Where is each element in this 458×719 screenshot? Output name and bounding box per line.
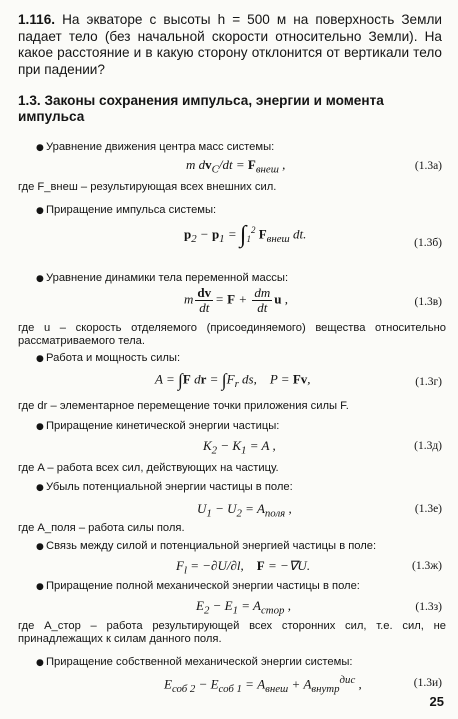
bullet: ● [36, 542, 44, 552]
item-label: Приращение импульса системы: [46, 204, 217, 216]
note: где A – работа всех сил, действующих на частицу. [18, 462, 279, 474]
eqno: (1.3д) [414, 440, 442, 452]
bullet: ● [36, 422, 44, 432]
problem-text: На экваторе с высоты h = 500 м на поверхность Земли падает тело (без начальной скорости относительно Земли). На какое расстояние и в какую сторону отклонится от вертикали тело при падении? [18, 12, 442, 77]
item-label: Приращение собственной механической энергии системы: [46, 656, 353, 668]
note: где A_поля – работа силы поля. [18, 522, 185, 534]
problem-number: 1.116. [18, 12, 56, 27]
formula-1-3v: m $\frac{dv}{dt}$ = F + $\frac{dm}{dt}$ u , [184, 285, 289, 315]
item-label: Связь между силой и потенциальной энергией частицы в поле: [46, 540, 377, 552]
formula-1-3z: $E_2 - E_1 = A_{стор}$ , [196, 598, 291, 617]
note: где u – скорость отделяемого (присоединяемого) вещества относительно рассматриваемого тела. [18, 322, 446, 348]
eqno: (1.3ж) [412, 560, 442, 572]
formula-1-3zh: $F_l = -\partial U/\partial l$, F = −∇U. [176, 558, 311, 577]
note: где A_стор – работа результирующей всех сторонних сил, т.е. сил, не принадлежащих к силам данного поля. [18, 620, 446, 646]
eqno: (1.3в) [414, 296, 442, 308]
page-number: 25 [429, 694, 444, 709]
formula-1-3i: $E_{соб 2} - E_{соб 1} = A_{внеш} + A_{внутр}^{дис}$ , [164, 674, 362, 695]
eqno: (1.3е) [414, 503, 442, 515]
note: где dr – элементарное перемещение точки приложения силы F. [18, 400, 349, 412]
section-title: 1.3. Законы сохранения импульса, энергии и момента импульса [18, 93, 384, 124]
eqno: (1.3з) [415, 601, 442, 613]
formula-1-3b: $p_2 - p_1 = \int_1^2$ $F_{внеш}$ dt. [184, 222, 307, 248]
formula-1-3g: A = ∫F dr = $\int F_r$ ds, P = Fv, [155, 370, 311, 391]
note: где F_внеш – результирующая всех внешних сил. [18, 181, 277, 193]
bullet: ● [36, 206, 44, 216]
eqno: (1.3и) [413, 677, 442, 689]
eqno: (1.3б) [414, 237, 442, 249]
bullet: ● [36, 143, 44, 153]
bullet: ● [36, 483, 44, 493]
formula-1-3d: $K_2 - K_1 = A$ , [203, 438, 276, 457]
problem-1-116 [18, 12, 442, 78]
item-label: Уравнение движения центра масс системы: [46, 141, 275, 153]
item-label: Приращение полной механической энергии частицы в поле: [46, 580, 360, 592]
item-label: Работа и мощность силы: [46, 352, 181, 364]
bullet: ● [36, 274, 44, 284]
eqno: (1.3г) [415, 376, 442, 388]
formula-1-3a: m $dv_C/dt = F_{внеш}$ , [186, 157, 286, 176]
bullet: ● [36, 354, 44, 364]
item-label: Убыль потенциальной энергии частицы в поле: [46, 481, 293, 493]
item-label: Уравнение динамики тела переменной массы: [46, 272, 289, 284]
bullet: ● [36, 582, 44, 592]
bullet: ● [36, 658, 44, 668]
eqno: (1.3а) [414, 160, 442, 172]
formula-1-3e: $U_1 - U_2 = A_{поля}$ , [197, 501, 292, 520]
item-label: Приращение кинетической энергии частицы: [46, 420, 280, 432]
